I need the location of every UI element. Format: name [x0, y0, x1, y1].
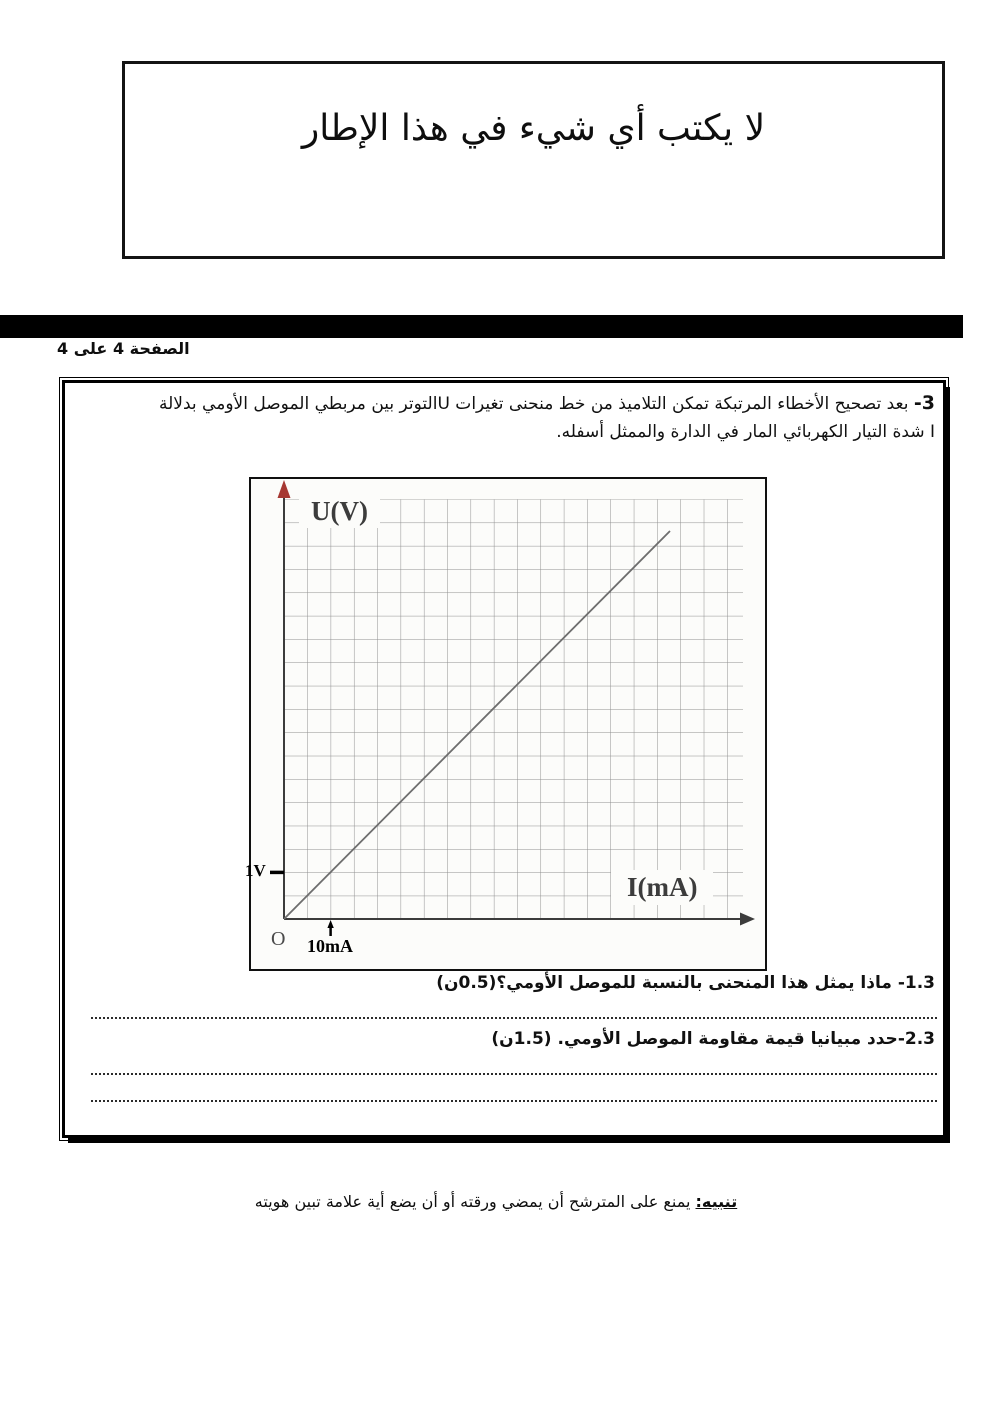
exercise-box: [62, 380, 946, 1138]
uv-characteristic-graph: [245, 477, 767, 971]
warning-text: يمنع على المترشح أن يمضي ورقته أو أن يضع أية علامة تبين هويته: [254, 1192, 696, 1211]
page-number: الصفحة 4 على 4: [57, 339, 190, 358]
x-axis-arrow: [740, 913, 755, 926]
answer-dotted-line: [91, 997, 937, 1019]
origin-label: O: [271, 928, 286, 950]
x-scale-label: 10mA: [307, 936, 353, 956]
answer-dotted-line: [91, 1053, 937, 1075]
question-1-3-points: (0.5ن): [436, 973, 497, 993]
answer-dotted-line: [91, 1080, 937, 1102]
x-axis-label: I(mA): [611, 870, 713, 905]
question-1-3-text: ماذا يمثل هذا المنحنى بالنسبة للموصل الأومي؟: [496, 973, 898, 993]
question-1-3-number: 1.3-: [897, 973, 935, 993]
no-write-frame: [122, 61, 945, 259]
question-1-3: [73, 973, 935, 993]
no-write-frame-text: لا يكتب أي شيء في هذا الإطار: [301, 108, 766, 149]
question-2-3-text: حدد مبيانيا قيمة مقاومة الموصل الأومي.: [551, 1029, 898, 1049]
question-3-line2: I شدة التيار الكهربائي المار في الدارة والممثل أسفله.: [556, 422, 935, 442]
y-axis-label: U(V): [299, 495, 380, 528]
y-axis-arrow: [278, 480, 291, 498]
candidate-warning-note: [0, 1192, 992, 1211]
question-3-line1: بعد تصحيح الأخطاء المرتبكة تمكن التلاميذ من خط منحنى تغيرات Uالتوتر بين مربطي الموصل الأومي بدلالة: [159, 394, 914, 414]
separator-bar: [0, 315, 963, 338]
question-2-3-number: 2.3-: [897, 1029, 935, 1049]
question-2-3-points: (1.5ن): [491, 1029, 552, 1049]
y-scale-label: 1V: [245, 861, 266, 880]
question-3-statement: [73, 389, 935, 446]
warning-label: تنبيه:: [695, 1192, 738, 1211]
grid: [284, 499, 743, 919]
question-2-3: [73, 1029, 935, 1049]
question-3-number: 3-: [913, 392, 935, 414]
